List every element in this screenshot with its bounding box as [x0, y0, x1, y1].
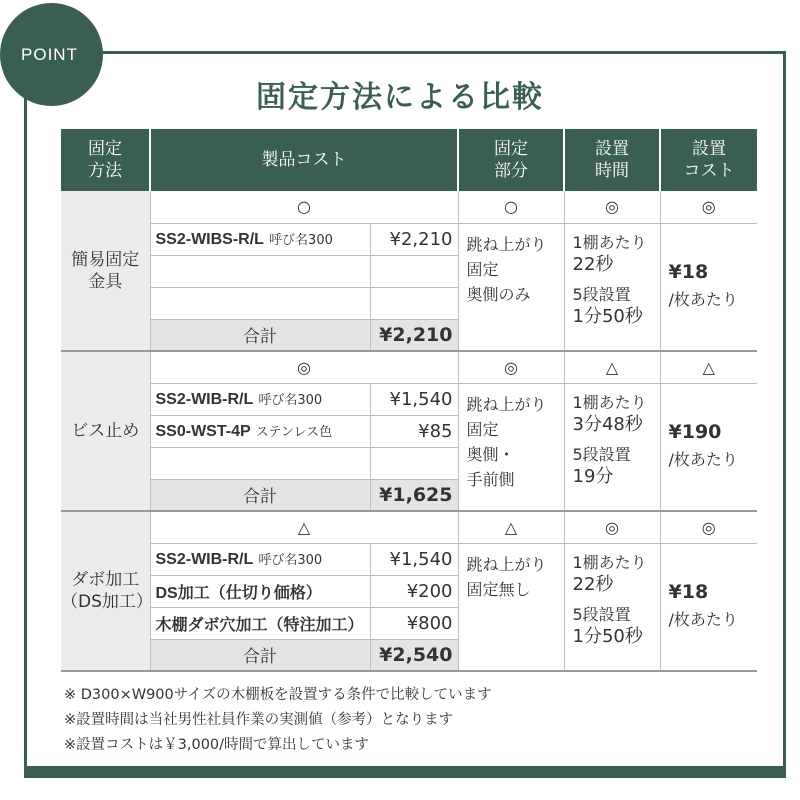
product-name: 木棚ダボ穴加工（特注加工） [150, 607, 370, 639]
product-name: SS2-WIB-R/L 呼び名300 [150, 383, 370, 415]
product-price: ¥2,210 [370, 223, 458, 255]
product-price: ¥1,540 [370, 543, 458, 575]
install-time-cell: 1棚あたり 22秒 5段設置 1分50秒 [564, 223, 660, 351]
product-price: ¥800 [370, 607, 458, 639]
product-price: ¥85 [370, 415, 458, 447]
fixed-part-cell: 跳ね上がり 固定 奥側・ 手前側 [458, 383, 564, 511]
method-cell: ビス止め [61, 351, 150, 511]
fixed-part-cell: 跳ね上がり 固定無し [458, 543, 564, 671]
product-price [370, 287, 458, 319]
cost-rating: ◎ [660, 191, 757, 223]
header-part: 固定 部分 [458, 129, 564, 191]
product-price [370, 255, 458, 287]
symbol-row [61, 191, 757, 223]
time-rating: △ [564, 351, 660, 383]
product-price: ¥1,540 [370, 383, 458, 415]
product-cost-rating: ◎ [150, 351, 458, 383]
product-cost-rating: ○ [150, 191, 458, 223]
product-cost-rating: △ [150, 511, 458, 543]
header-install-time: 設置 時間 [564, 129, 660, 191]
part-rating: ◎ [458, 351, 564, 383]
cost-rating: ◎ [660, 511, 757, 543]
total-label: 合計 [150, 639, 370, 671]
install-time-cell: 1棚あたり 22秒 5段設置 1分50秒 [564, 543, 660, 671]
product-name [150, 255, 370, 287]
product-price [370, 447, 458, 479]
total-price: ¥2,540 [370, 639, 458, 671]
note-3: ※設置コストは￥3,000/時間で算出しています [64, 737, 370, 753]
total-label: 合計 [150, 319, 370, 351]
product-name: SS2-WIB-R/L 呼び名300 [150, 543, 370, 575]
install-time-cell: 1棚あたり 3分48秒 5段設置 19分 [564, 383, 660, 511]
time-rating: ◎ [564, 191, 660, 223]
note-2: ※設置時間は当社男性社員作業の実測値（参考）となります [64, 712, 454, 728]
install-cost-cell: ¥190 /枚あたり [660, 383, 757, 511]
method-cell: 簡易固定 金具 [61, 191, 150, 351]
notes [64, 683, 492, 758]
point-badge-text: POINT [21, 44, 78, 64]
header-install-cost: 設置 コスト [660, 129, 757, 191]
product-name: SS2-WIBS-R/L 呼び名300 [150, 223, 370, 255]
symbol-row [61, 511, 757, 543]
total-label: 合計 [150, 479, 370, 511]
note-1: ※ D300×W900サイズの木棚板を設置する条件で比較しています [64, 687, 492, 703]
part-rating: ○ [458, 191, 564, 223]
product-name: DS加工（仕切り価格） [150, 575, 370, 607]
product-price: ¥200 [370, 575, 458, 607]
product-name: SS0-WST-4P ステンレス色 [150, 415, 370, 447]
method-cell: ダボ加工 （DS加工） [61, 511, 150, 671]
install-cost-cell: ¥18 /枚あたり [660, 223, 757, 351]
product-name [150, 287, 370, 319]
time-rating: ◎ [564, 511, 660, 543]
total-price: ¥1,625 [370, 479, 458, 511]
header-method: 固定 方法 [61, 129, 150, 191]
header-row [61, 129, 757, 191]
product-row [61, 543, 757, 575]
product-row [61, 223, 757, 255]
comparison-table [61, 129, 757, 672]
cost-rating: △ [660, 351, 757, 383]
panel-bottom-bar [24, 766, 786, 778]
install-cost-cell: ¥18 /枚あたり [660, 543, 757, 671]
symbol-row [61, 351, 757, 383]
product-row [61, 383, 757, 415]
fixed-part-cell: 跳ね上がり 固定 奥側のみ [458, 223, 564, 351]
part-rating: △ [458, 511, 564, 543]
product-name [150, 447, 370, 479]
total-price: ¥2,210 [370, 319, 458, 351]
header-product-cost: 製品コスト [150, 129, 458, 191]
page-title: 固定方法による比較 [256, 80, 544, 115]
